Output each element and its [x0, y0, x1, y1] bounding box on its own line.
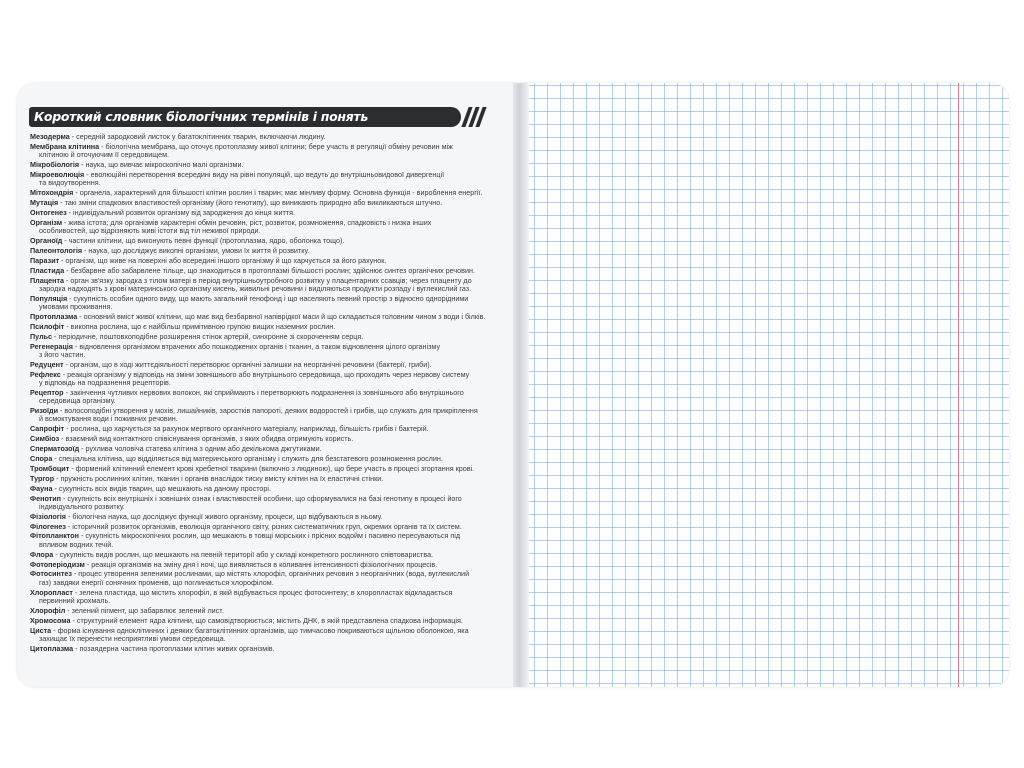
glossary-term: Тургор [30, 473, 55, 483]
glossary-term: Цитоплазма [30, 643, 74, 653]
notebook-spine [513, 83, 529, 687]
glossary-entry [30, 465, 500, 473]
glossary-definition: - зелена пластида, що містить хлорофіл, в якій відбувається процес фотосинтезу; в хлоропластах відкладається [72, 587, 453, 597]
glossary-term: Палеонтологія [30, 245, 83, 255]
glossary-term: Сперматозоїд [30, 444, 80, 454]
glossary-definition: - такі зміни спадкових властивостей організму (його генотипу), що виникають природно або викликаються штучно. [58, 198, 443, 208]
glossary-term: Симбіоз [30, 434, 60, 444]
glossary-entry [30, 267, 500, 275]
glossary-entry [30, 607, 500, 615]
glossary-definition-continued: газ) завдяки енергії сонячних променів, що поглинається хлорофілом. [39, 577, 274, 587]
glossary-entry [30, 532, 500, 549]
glossary-definition-continued: індивідуального розвитку. [39, 501, 125, 511]
glossary-entry [30, 513, 500, 521]
glossary-term: Фітопланктон [30, 531, 79, 541]
glossary-definition: - зелений пігмент, що забарвлює зелений лист. [65, 605, 224, 615]
glossary-definition: - сукупність особин одного виду, що мають загальний генофонд і що населяють певний простір з відносно однорідними [67, 293, 469, 303]
glossary-definition: - реакція організмів на зміну дня і ночі, що виявляється в коливанні інтенсивності фізіологічних процесів. [84, 559, 438, 569]
glossary-definition: - волосоподібні утворення у мохів, лишайників, заростків папороті, деяких водоростей і грибів, що служать для прикріплення [58, 406, 478, 416]
glossary-definition: - сукупність мікроскопічних рослин, що мешкають в товщі морських і прісних водойм і пасивно пересуваються під [78, 531, 461, 541]
glossary-definition: - викопна рослина, що є найбільш примітивною групою вищих наземних рослин. [64, 321, 336, 331]
margin-line [958, 83, 959, 687]
glossary-definition: - спеціальна клітина, що відділяється від материнського організму і служить для безстатевого розмноження рослин. [52, 453, 443, 463]
glossary-definition: - реакція організму у відповідь на зміни зовнішнього або внутрішнього середовища, що проходить через нервову систему [60, 369, 470, 379]
glossary-term: Органоїд [30, 236, 63, 246]
glossary-entry [30, 333, 500, 341]
glossary-definition: - форма існування одноклітинних і деяких багатоклітинних організмів, що тимчасово покриваються щільною оболонкою, яка [51, 625, 469, 635]
glossary-term: Мутація [30, 198, 59, 208]
glossary-entry [30, 407, 500, 424]
glossary-entry [30, 495, 500, 512]
glossary-term: Пластида [30, 265, 65, 275]
glossary-entry [30, 277, 500, 294]
glossary-definition: - біологічна мембрана, що оточує протоплазму живої клітини; бере участь в регуляції обміну речовин між [99, 141, 453, 151]
glossary-definition-continued: та видоутворення. [39, 178, 101, 188]
glossary-definition: - індивідуальний розвиток організму від зародження до кінця життя. [66, 207, 295, 217]
glossary-term: Пульс [30, 331, 53, 341]
glossary-definition: - історичний розвиток організмів, еволюція органічного світу, різних систематичних груп, окремих органів та їх систем. [65, 521, 462, 531]
glossary-entry [30, 295, 500, 312]
glossary-term: Псилофіт [30, 321, 65, 331]
glossary-definition: - основний вміст живої клітини, що має вид безбарвної напіврідкої маси й що складається головним чином з води і білків. [77, 311, 486, 321]
glossary-definition: - пружність рослинних клітин, тканин і органів внаслідок тиску вмісту клітин на їх еластичні стінки. [54, 473, 384, 483]
glossary-definition: - середнiй зародковий листок у багатоклітинних тварин, включаючи людину. [69, 132, 326, 141]
glossary-entry [30, 485, 500, 493]
glossary-heading: Короткий словник біологічних термінів і понять [34, 109, 369, 124]
glossary-definition-continued: середовища організму. [39, 396, 116, 406]
glossary-term: Фізіологія [30, 511, 66, 521]
glossary-entry [30, 237, 500, 245]
glossary-term: Фотосинтез [30, 569, 72, 579]
glossary-term: Фенотип [30, 493, 61, 503]
glossary-entry [30, 425, 500, 433]
glossary-definition: - органела, характерний для більшості клітин рослин і тварин; має мінливу форму. Основна функція - вироблення енергії. [73, 188, 483, 198]
glossary-definition: - процес утворення зеленими рослинами, що містять хлорофіл, органічних речовин з неорганічних (вода, вуглекислий [71, 569, 470, 579]
glossary-definition-continued: клітиною й оточуючим її середовищем. [39, 150, 170, 160]
glossary-term: Протоплазма [30, 311, 78, 321]
glossary-definition: - наука, що досліджує викопні організми, умови їх життя й розвитку. [82, 245, 310, 255]
glossary-definition: - рухлива чоловіча статева клітина з одним або декількома джгутиками. [79, 444, 322, 454]
glossary-definition-continued: умовами проживання. [39, 302, 113, 312]
glossary-entry [30, 645, 500, 653]
glossary-definition: - позаядерна частина протоплазми клітин живих організмів. [73, 643, 275, 653]
glossary-definition: - сукупність всіх видів тварин, що мешкають на даному просторі. [52, 483, 272, 493]
glossary-definition: - сукупність всіх внутрішніх і зовнішніх ознак і властивостей особини, що сформувалися на базі генотипу в процесі його [60, 493, 462, 503]
glossary-entry [30, 455, 500, 463]
glossary-term: Мембрана клітинна [30, 141, 100, 151]
glossary-entry [30, 133, 500, 141]
glossary-definition-continued: зародка надходять з крові материнського організму кисень, живильні речовини і виділяються продукти розпаду і вуглекислий газ. [39, 283, 472, 293]
glossary-definition: - рослина, що харчується за рахунок мертвого органічного матеріалу, наприклад, більшість грибів і бактерій. [64, 424, 429, 434]
glossary-term: Мікробіологія [30, 160, 80, 170]
glossary-term: Паразит [30, 255, 60, 265]
glossary-entry [30, 313, 500, 321]
glossary-entry [30, 445, 500, 453]
glossary-term: Сапрофіт [30, 424, 65, 434]
glossary-term: Хлоропласт [30, 587, 73, 597]
glossary-entry [30, 389, 500, 406]
glossary-definition-continued: особливостей, що відрізняють живі істоти від тіл неживої природи. [39, 226, 261, 236]
glossary-entry [30, 209, 500, 217]
glossary-entry [30, 570, 500, 587]
glossary-term: Організм [30, 217, 63, 227]
open-notebook [17, 83, 1009, 687]
glossary-definition: - безбарвне або забарвлене тільце, що знаходиться в протоплазмі більшості рослин; здійснює синтез органічних речовин. [64, 265, 475, 275]
glossary-entry [30, 189, 500, 197]
glossary-term: Філогенез [30, 521, 66, 531]
glossary-term: Мітохондрія [30, 188, 74, 198]
glossary-definition: - взаємний вид контактного співіснування організмів, з яких обидва отримують користь. [59, 434, 354, 444]
glossary-entry [30, 523, 500, 531]
glossary-heading-bar [29, 107, 461, 127]
glossary-term: Мезодерма [30, 132, 70, 141]
glossary-definition: - закінчення чутливих нервових волокон, які сприймають і перетворюють подразнення із зовнішнього або внутрішнього [63, 387, 464, 397]
glossary-entry [30, 361, 500, 369]
glossary-definition: - організм, що в ході життєдіяльності перетворює органічні залишки на неорганічні речовини (бактерії, гриби). [63, 359, 432, 369]
glossary-entry [30, 627, 500, 644]
glossary-definition: - формений клітинний елемент крові хребетної тварини (включно з людиною), що бере участь в процесі згортання крові. [69, 463, 475, 473]
glossary-term: Онтогенез [30, 207, 67, 217]
glossary-definition: - відновлення організмом втрачених або пошкоджених органів і тканин, а також відновлення цілого організму [72, 341, 441, 351]
glossary-term: Тромбоцит [30, 463, 70, 473]
glossary-entry [30, 589, 500, 606]
glossary-definition: - періодичне, поштовхоподібне розширення стінок артерій, синхронне зі скороченням серця. [52, 331, 364, 341]
glossary-definition: - наука, що вивчає мікроскопічно малі організми. [79, 160, 244, 170]
glossary-term: Хромосома [30, 615, 71, 625]
left-page [17, 83, 513, 687]
glossary-definition: - біологічна наука, що досліджує функції живого організму, процеси, що відбуваються в ньому. [65, 511, 383, 521]
glossary-entry [30, 435, 500, 443]
graph-paper-page [529, 83, 1009, 687]
glossary-term: Рефлекс [30, 369, 61, 379]
glossary-term: Спора [30, 453, 53, 463]
glossary-definition: - еволюційні перетворення всередині виду на рівні популяцій, що ведуть до внутрішньовидової дивергенції [84, 169, 445, 179]
glossary-definition: - орган зв'язку зародка з тілом матері в період внутрішньоутробного розвитку у плацентарних ссавців; через плаценту до [64, 275, 472, 285]
glossary-entry [30, 171, 500, 188]
glossary-definition-continued: впливом водних течій. [39, 539, 114, 549]
glossary-entry [30, 561, 500, 569]
glossary-term: Редуцент [30, 359, 64, 369]
glossary-term: Мікроеволюція [30, 169, 85, 179]
glossary-term: Популяція [30, 293, 68, 303]
glossary-entry [30, 551, 500, 559]
glossary-definition-continued: захищає їх перенести несприятливі умови середовища. [39, 633, 226, 643]
glossary-term: Ризоїди [30, 406, 58, 416]
glossary-entry [30, 475, 500, 483]
glossary-definition: - організм, що живе на поверхні або всередині іншого організму й що харчується за його рахунок. [59, 255, 387, 265]
glossary-entry [30, 323, 500, 331]
glossary-definition: - частини клітини, що виконують певні функції (протоплазма, ядро, оболонка тощо). [62, 236, 345, 246]
glossary-definition: - жива істота; для організмів характерні обмін речовин, ріст, розвиток, розмноження, спадковість і низка інших [62, 217, 432, 227]
glossary-entry [30, 247, 500, 255]
glossary-term: Регенерація [30, 341, 73, 351]
glossary-definition-continued: з його частин. [39, 349, 86, 359]
glossary-entry [30, 219, 500, 236]
glossary-definition-continued: у відповідь на подразнення рецепторів. [39, 378, 171, 387]
glossary-term: Рецептор [30, 387, 64, 397]
glossary-entry [30, 257, 500, 265]
glossary-entry [30, 617, 500, 625]
glossary-term: Хлорофіл [30, 605, 66, 615]
glossary-entry [30, 371, 500, 388]
glossary-entry [30, 343, 500, 360]
glossary-term: Фотоперіодизм [30, 559, 85, 569]
glossary-definition: - структурний елемент ядра клітини, що самовідтворюється; містить ДНК, в якій представлена спадкова інформація. [70, 615, 463, 625]
glossary-entry [30, 199, 500, 207]
glossary-term: Плацента [30, 275, 65, 285]
glossary-term: Фауна [30, 483, 53, 493]
glossary-term: Циста [30, 625, 52, 635]
glossary-definition-continued: первинний крохмаль. [39, 595, 111, 605]
glossary-definition: - сукупність видів рослин, що мешкають на певній території або у складі конкретного рослинного співтовариства. [53, 549, 434, 559]
glossary-term: Флора [30, 549, 54, 559]
glossary-entry [30, 143, 500, 160]
glossary-definition-continued: й всмоктування води і поживних речовин. [39, 414, 178, 424]
glossary-entry [30, 161, 500, 169]
glossary-list [30, 133, 500, 655]
